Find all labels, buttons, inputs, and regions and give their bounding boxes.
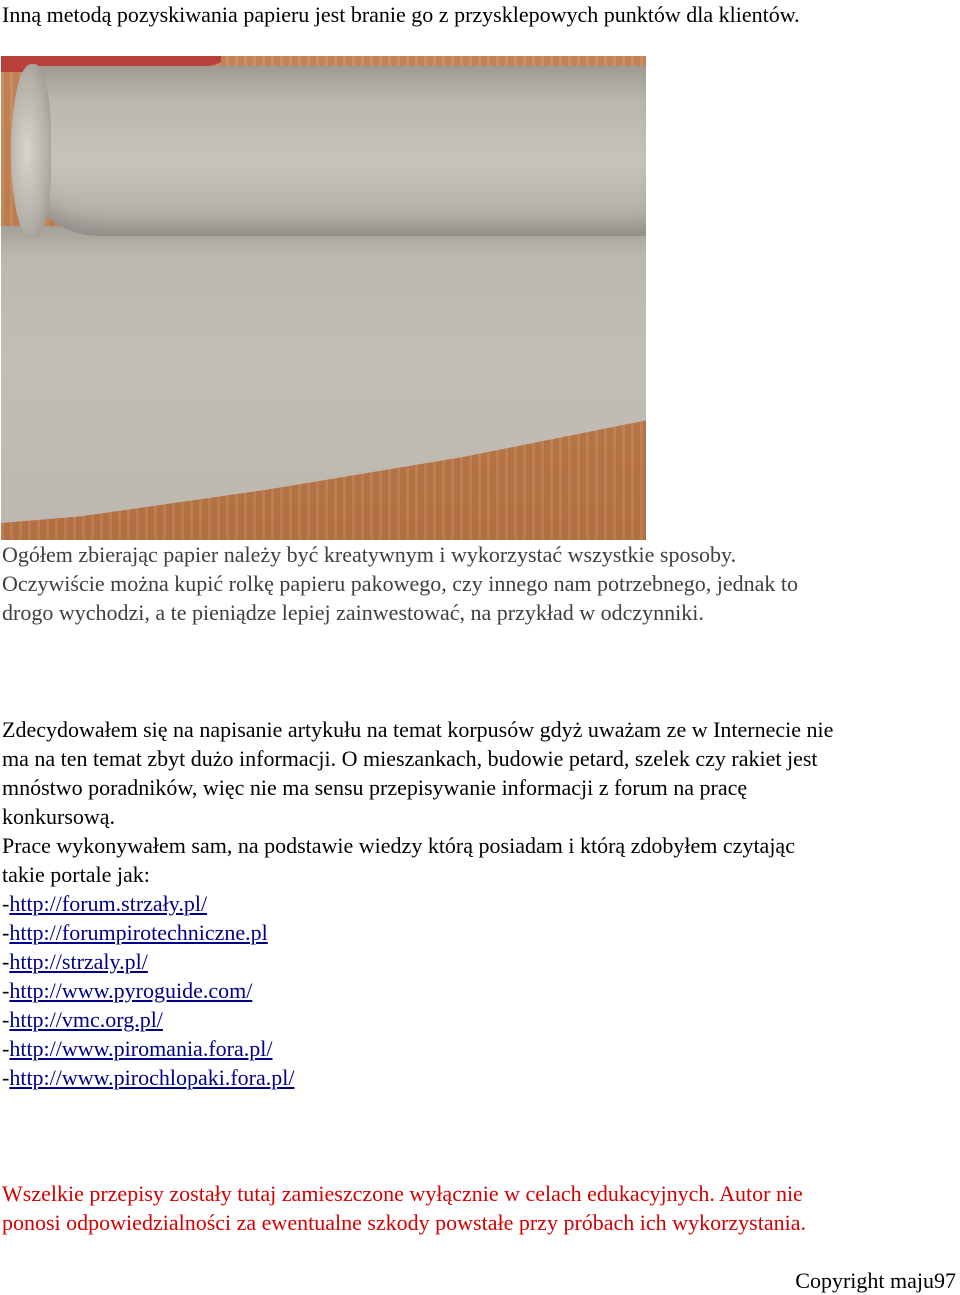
link-prefix: -: [2, 978, 10, 1003]
paragraph2-line-4: konkursową.: [2, 804, 116, 829]
paragraph1-line-2: Oczywiście można kupić rolkę papieru pakowego, czy innego nam potrzebnego, jednak to: [2, 571, 798, 596]
link-prefix: -: [2, 1007, 10, 1032]
link-prefix: -: [2, 891, 10, 916]
link-item: [2, 947, 148, 976]
link-item: [2, 1005, 163, 1034]
paragraph2-line-1: Zdecydowałem się na napisanie artykułu na temat korpusów gdyż uważam ze w Internecie nie: [2, 717, 834, 742]
link-vmc[interactable]: http://vmc.org.pl/: [9, 1007, 163, 1032]
paragraph2-line-6: takie portale jak:: [2, 862, 150, 887]
link-prefix: -: [2, 1036, 10, 1061]
link-item: [2, 976, 252, 1005]
disclaimer-line-1: Wszelkie przepisy zostały tutaj zamieszczone wyłącznie w celach edukacyjnych. Autor nie: [2, 1181, 803, 1206]
link-item: [2, 918, 268, 947]
paragraph1-line-3: drogo wychodzi, a te pieniądze lepiej zainwestować, na przykład w odczynniki.: [2, 600, 704, 625]
link-pirochlopaki[interactable]: http://www.pirochlopaki.fora.pl/: [9, 1065, 295, 1090]
intro-line: Inną metodą pozyskiwania papieru jest branie go z przysklepowych punktów dla klientów.: [2, 2, 800, 27]
link-item: [2, 1063, 294, 1092]
link-forum-strzaly[interactable]: http://forum.strzały.pl/: [9, 891, 208, 916]
link-item: [2, 889, 207, 918]
link-prefix: -: [2, 1065, 10, 1090]
copyright: Copyright maju97: [795, 1268, 956, 1293]
link-item: [2, 1034, 272, 1063]
link-pyroguide[interactable]: http://www.pyroguide.com/: [9, 978, 253, 1003]
paragraph2-line-5: Prace wykonywałem sam, na podstawie wiedzy którą posiadam i którą zdobyłem czytając: [2, 833, 795, 858]
paper-roll-photo: [1, 56, 646, 540]
paragraph2-line-2: ma na ten temat zbyt dużo informacji. O mieszankach, budowie petard, szelek czy rakiet jest: [2, 746, 818, 771]
paragraph2-line-3: mnóstwo poradników, więc nie ma sensu przepisywanie informacji z forum na pracę: [2, 775, 748, 800]
link-prefix: -: [2, 949, 10, 974]
link-piromania[interactable]: http://www.piromania.fora.pl/: [9, 1036, 273, 1061]
link-forumpirotechniczne[interactable]: http://forumpirotechniczne.pl: [9, 920, 268, 945]
link-prefix: -: [2, 920, 10, 945]
disclaimer-line-2: ponosi odpowiedzialności za ewentualne szkody powstałe przy próbach ich wykorzystania.: [2, 1210, 806, 1235]
link-strzaly[interactable]: http://strzaly.pl/: [9, 949, 148, 974]
paragraph1-line-1: Ogółem zbierając papier należy być kreatywnym i wykorzystać wszystkie sposoby.: [2, 542, 737, 567]
